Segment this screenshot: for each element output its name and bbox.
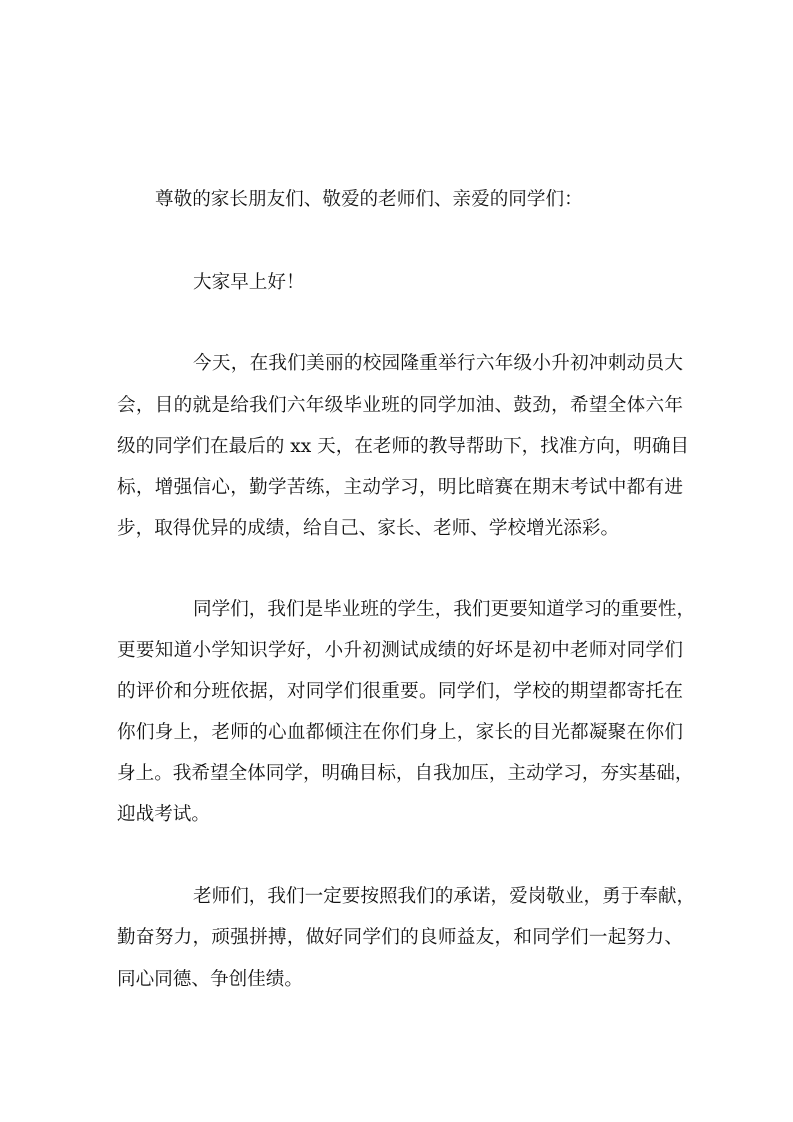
paragraph-line: 老师们，我们一定要按照我们的承诺，爱岗敬业，勇于奉献， [193, 886, 696, 907]
greeting-line: 尊敬的家长朋友们、敬爱的老师们、亲爱的同学们： [155, 189, 583, 210]
paragraph-line: 今天，在我们美丽的校园隆重举行六年级小升初冲刺动员大 [193, 353, 683, 374]
paragraph-line: 更要知道小学知识学好，小升初测试成绩的好坏是初中老师对同学们 [117, 640, 683, 661]
paragraph-line: 身上。我希望全体同学，明确目标，自我加压，主动学习，夯实基础， [117, 763, 694, 784]
paragraph-line: 你们身上，老师的心血都倾注在你们身上，家长的目光都凝聚在你们 [117, 722, 683, 743]
paragraph-line: 的评价和分班依据，对同学们很重要。同学们，学校的期望都寄托在 [117, 681, 683, 702]
paragraph-line: 勤奋努力，顽强拼搏，做好同学们的良师益友，和同学们一起努力、 [117, 927, 683, 948]
paragraph-line: 标，增强信心，勤学苦练，主动学习，明比暗赛在期末考试中都有进 [117, 477, 683, 498]
paragraph-line: 迎战考试。 [117, 804, 210, 825]
paragraph-line: 同心同德、争创佳绩。 [117, 969, 303, 990]
paragraph-line: 会，目的就是给我们六年级毕业班的同学加油、鼓劲，希望全体六年 [117, 395, 683, 416]
paragraph-line: 级的同学们在最后的 xx 天，在老师的教导帮助下，找准方向，明确目 [117, 436, 690, 457]
paragraph-line: 步，取得优异的成绩，给自己、家长、老师、学校增光添彩。 [117, 518, 620, 539]
paragraph-line: 同学们，我们是毕业班的学生，我们更要知道学习的重要性， [193, 599, 696, 620]
salutation-line: 大家早上好！ [193, 272, 305, 293]
